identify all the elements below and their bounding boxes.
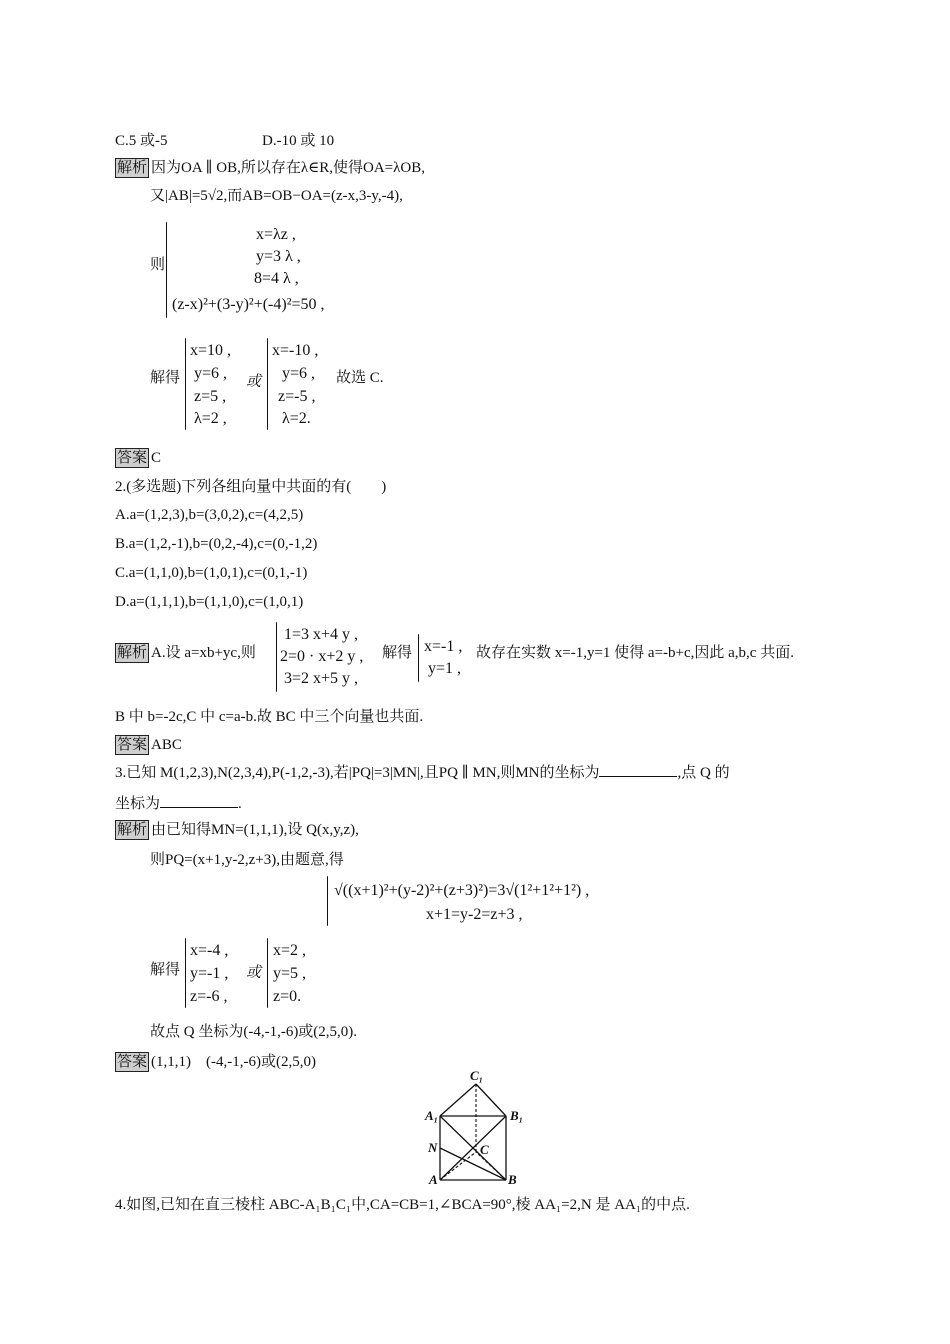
label-b: B	[508, 1172, 517, 1187]
q2-option-b: B.a=(1,2,-1),b=(0,2,-4),c=(0,-1,2)	[115, 536, 318, 552]
q4-title: 4.如图,已知在直三棱柱 ABC-A₁B₁C₁中,CA=CB=1,∠BCA=90°,棱 AA₁=2,N 是 AA₁的中点.	[115, 1197, 690, 1213]
prism-figure	[420, 1070, 530, 1190]
q1-answer-line	[115, 448, 161, 468]
q1-analysis-text1: 因为OA ∥ OB,所以存在λ∈R,使得OA=λOB,	[151, 160, 425, 176]
q1-analysis-line1	[115, 158, 425, 178]
q2-solve: 解得	[382, 645, 413, 661]
q3-title-line2-end: .	[238, 796, 242, 812]
q3-analysis-line1	[115, 820, 359, 840]
q2-option-c: C.a=(1,1,0),b=(1,0,1),c=(0,1,-1)	[115, 565, 308, 581]
q3-system-row: x+1=y-2=z+3 ,	[426, 906, 523, 923]
q1-sol1-brace	[185, 338, 186, 430]
q2-answer-line	[115, 735, 182, 755]
q1-system-row: 8=4 λ ,	[254, 270, 299, 287]
q3-title-line2-text: 坐标为	[115, 796, 161, 812]
q1-sol2-row: y=6 ,	[282, 365, 316, 382]
analysis-tag: 解析	[117, 645, 148, 661]
q3-analysis-line2: 则PQ=(x+1,y-2,z+3),由题意,得	[150, 852, 344, 868]
q2-title: 2.(多选题)下列各组向量中共面的有( )	[115, 479, 387, 495]
q2-system-brace	[276, 622, 277, 692]
q1-sol2-row: x=-10 ,	[272, 342, 319, 359]
q3-title-line2	[115, 793, 242, 814]
label-n: N	[428, 1140, 438, 1155]
q3-sol2-row: z=0.	[273, 988, 302, 1005]
q1-then: 则	[150, 257, 166, 273]
q1-sol1-row: x=10 ,	[190, 342, 232, 359]
q3-sol1-row: y=-1 ,	[190, 965, 229, 982]
q1-system-row: (z-x)²+(3-y)²+(-4)²=50 ,	[172, 296, 325, 313]
q2-analysis-b: B 中 b=-2c,C 中 c=a-b.故 BC 中三个向量也共面.	[115, 709, 424, 725]
q2-analysis-a-end: 故存在实数 x=-1,y=1 使得 a=-b+c,因此 a,b,c 共面.	[476, 645, 794, 661]
q3-sol2-brace	[267, 938, 268, 1008]
q1-option-d: D.-10 或 10	[262, 133, 335, 149]
edge-c1-a1	[440, 1084, 476, 1116]
q3-title-text: 3.已知 M(1,2,3),N(2,3,4),P(-1,2,-3),若|PQ|=3|MN|,且PQ ∥ MN,则MN的坐标为	[115, 765, 600, 781]
q2-sol-row: x=-1 ,	[424, 638, 463, 655]
q3-sol1-row: x=-4 ,	[190, 942, 229, 959]
answer-tag: 答案	[117, 450, 148, 466]
q3-solve: 解得	[150, 962, 181, 978]
q3-system-brace	[327, 876, 328, 926]
q3-blank-2	[160, 793, 238, 808]
q3-or: 或	[246, 965, 262, 981]
q1-sol1-row: λ=2 ,	[194, 410, 227, 427]
q1-system-row: x=λz ,	[256, 226, 296, 243]
edge-c1-b1	[476, 1084, 506, 1116]
q1-option-c: C.5 或-5	[115, 133, 168, 149]
analysis-tag: 解析	[117, 160, 148, 176]
q1-sol2-brace	[267, 338, 268, 430]
label-b1: B₁	[510, 1108, 524, 1123]
q1-solve: 解得	[150, 370, 181, 386]
q1-answer: C	[151, 450, 162, 466]
q3-sol1-brace	[185, 938, 186, 1008]
q3-analysis-text1: 由已知得MN=(1,1,1),设 Q(x,y,z),	[151, 822, 359, 838]
q3-title-after-blank: ,点 Q 的	[677, 765, 730, 781]
answer-tag: 答案	[117, 737, 148, 753]
q3-sol2-row: y=5 ,	[273, 965, 307, 982]
q2-sol-brace	[418, 634, 419, 682]
q2-system-row: 3=2 x+5 y ,	[284, 670, 359, 687]
q1-conclusion: 故选 C.	[336, 370, 384, 386]
q1-or: 或	[246, 374, 262, 390]
q2-system-row: 2=0 · x+2 y ,	[280, 648, 364, 665]
q1-sol2-row: λ=2.	[282, 410, 311, 427]
label-a: A	[429, 1172, 438, 1187]
q1-sol2-row: z=-5 ,	[278, 388, 316, 405]
q2-option-d: D.a=(1,1,1),b=(1,1,0),c=(1,0,1)	[115, 594, 304, 610]
label-c1: C₁	[470, 1068, 484, 1083]
q3-title-line1	[115, 762, 730, 783]
q2-analysis-a: A.设 a=xb+yc,则	[151, 645, 256, 661]
q1-sol1-row: z=5 ,	[194, 388, 227, 405]
q3-answer-line	[115, 1052, 316, 1072]
q1-sol1-row: y=6 ,	[194, 365, 228, 382]
answer-tag: 答案	[117, 1054, 148, 1070]
q3-sol2-row: x=2 ,	[273, 942, 307, 959]
q2-answer: ABC	[151, 737, 182, 753]
q2-analysis-line	[115, 643, 256, 663]
q2-system-row: 1=3 x+4 y ,	[284, 626, 359, 643]
q3-blank-1	[599, 762, 677, 777]
q2-sol-row: y=1 ,	[428, 660, 462, 677]
q1-system-brace	[166, 222, 167, 318]
q3-system-row: √((x+1)²+(y-2)²+(z+3)²)=3√(1²+1²+1²) ,	[334, 882, 590, 899]
q3-sol1-row: z=-6 ,	[190, 988, 228, 1005]
label-c: C	[480, 1142, 489, 1157]
q3-answer: (1,1,1) (-4,-1,-6)或(2,5,0)	[151, 1054, 316, 1070]
q1-analysis-line2: 又|AB|=5√2,而AB=OB−OA=(z-x,3-y,-4),	[150, 188, 403, 204]
q1-system-row: y=3 λ ,	[256, 248, 301, 265]
label-a1: A₁	[425, 1108, 439, 1123]
q2-option-a: A.a=(1,2,3),b=(3,0,2),c=(4,2,5)	[115, 507, 304, 523]
q3-conclusion: 故点 Q 坐标为(-4,-1,-6)或(2,5,0).	[150, 1024, 358, 1040]
segment-n-b	[440, 1148, 506, 1180]
analysis-tag: 解析	[117, 822, 148, 838]
